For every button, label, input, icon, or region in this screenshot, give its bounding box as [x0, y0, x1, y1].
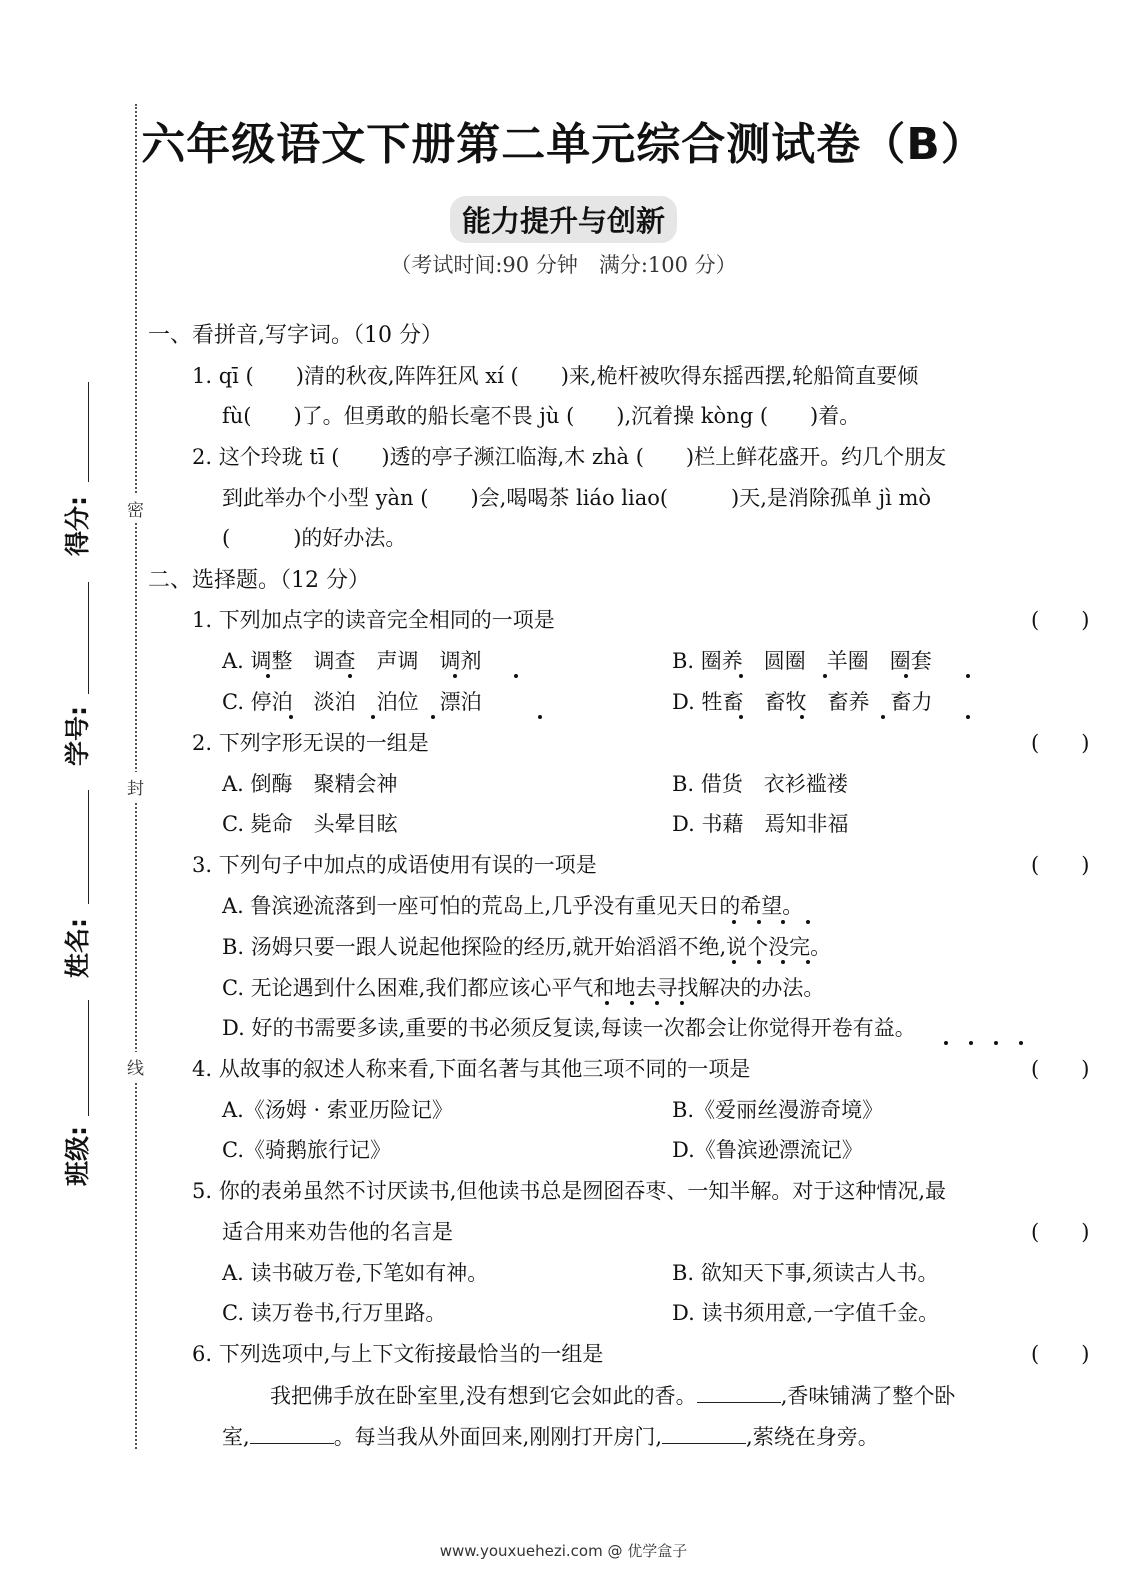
student-id-label: 学号: [63, 706, 92, 766]
emphasis-dot [881, 715, 885, 719]
q2-option-d[interactable]: D. 书藉 焉知非福 [672, 812, 849, 836]
seal-char-mi: 密 [127, 494, 144, 523]
subtitle-wrap [0, 196, 1127, 243]
emphasis-dot [994, 1041, 998, 1045]
q5-option-a[interactable]: A. 读书破万卷,下笔如有神。 [222, 1261, 489, 1285]
emphasis-dot [800, 715, 804, 719]
q5-stem-line-2: 适合用来劝告他的名言是 [222, 1220, 453, 1244]
q1-answer-paren[interactable]: ( ) [1031, 608, 1090, 632]
q6-stem: 6. 下列选项中,与上下文衔接最恰当的一组是 [192, 1342, 604, 1366]
emphasis-dot [1019, 1041, 1023, 1045]
class-label: 班级: [63, 1126, 92, 1186]
q1-option-d[interactable]: D. 牲畜 畜牧 畜养 畜力 [672, 690, 933, 714]
emphasis-dot [289, 715, 293, 719]
emphasis-dot [605, 1001, 609, 1005]
s1-line-4: 到此举办个小型 yàn ( )会,喝喝茶 liáo liao( )天,是消除孤单 jì mò [222, 486, 932, 510]
q2-option-a[interactable]: A. 倒酶 聚精会神 [222, 772, 398, 796]
q5-stem-line-1: 5. 你的表弟虽然不讨厌读书,但他读书总是囫囵吞枣、一知半解。对于这种情况,最 [192, 1179, 947, 1203]
s1-line-3: 2. 这个玲珑 tī ( )透的亭子濒江临海,木 zhà ( )栏上鲜花盛开。约几个朋友 [192, 445, 947, 469]
emphasis-dot [732, 920, 736, 924]
page-title: 六年级语文下册第二单元综合测试卷（B） [141, 119, 986, 170]
q3-answer-paren[interactable]: ( ) [1031, 853, 1090, 877]
q2-option-c[interactable]: C. 毙命 头晕目眩 [222, 812, 398, 836]
q4-option-b[interactable]: B.《爱丽丝漫游奇境》 [672, 1098, 884, 1122]
emphasis-dot [904, 674, 908, 678]
q6-passage-text-2c: ,萦绕在身旁。 [746, 1425, 879, 1449]
q5-answer-paren[interactable]: ( ) [1031, 1220, 1090, 1244]
emphasis-dot [266, 674, 270, 678]
emphasis-dot [348, 674, 352, 678]
emphasis-dot [739, 715, 743, 719]
q4-option-d[interactable]: D.《鲁滨逊漂流记》 [672, 1138, 863, 1162]
q6-blank-2[interactable] [250, 1425, 334, 1444]
footer-watermark: www.youxuehezi.com @ 优学盒子 [439, 1542, 688, 1560]
class-blank-line[interactable] [88, 1000, 89, 1116]
q6-passage-text-1b: ,香味铺满了整个卧 [780, 1384, 956, 1408]
s1-line-1: 1. qī ( )清的秋夜,阵阵狂风 xí ( )来,桅杆被吹得东摇西摆,轮船简直要倾 [192, 364, 919, 388]
student-id-blank-line[interactable] [88, 582, 89, 694]
q1-option-b[interactable]: B. 圈养 圆圈 羊圈 圈套 [672, 649, 932, 673]
q5-option-b[interactable]: B. 欲知天下事,须读古人书。 [672, 1261, 939, 1285]
name-blank-line[interactable] [88, 790, 89, 904]
emphasis-dot [781, 920, 785, 924]
q1-stem: 1. 下列加点字的读音完全相同的一项是 [192, 608, 555, 632]
q4-option-c[interactable]: C.《骑鹅旅行记》 [222, 1138, 391, 1162]
q2-stem: 2. 下列字形无误的一组是 [192, 731, 429, 755]
q6-passage-line-2 [222, 1421, 879, 1451]
name-label: 姓名: [63, 918, 92, 978]
emphasis-dot [806, 920, 810, 924]
q6-blank-3[interactable] [662, 1425, 746, 1444]
score-label: 得分: [63, 496, 92, 556]
q1-option-a[interactable]: A. 调整 调查 声调 调剂 [222, 649, 482, 673]
q3-option-a[interactable]: A. 鲁滨逊流落到一座可怕的荒岛上,几乎没有重见天日的希望。 [222, 894, 804, 918]
emphasis-dot [966, 715, 970, 719]
emphasis-dot [757, 960, 761, 964]
q4-option-a[interactable]: A.《汤姆 · 索亚历险记》 [222, 1098, 453, 1122]
emphasis-dot [538, 715, 542, 719]
q1-option-c[interactable]: C. 停泊 淡泊 泊位 漂泊 [222, 690, 482, 714]
q3-stem: 3. 下列句子中加点的成语使用有误的一项是 [192, 853, 597, 877]
q4-stem: 4. 从故事的叙述人称来看,下面名著与其他三项不同的一项是 [192, 1057, 751, 1081]
emphasis-dot [944, 1041, 948, 1045]
s1-line-5: ( )的好办法。 [222, 526, 407, 550]
q6-passage-text-2b: 。每当我从外面回来,刚刚打开房门, [333, 1425, 663, 1449]
q4-answer-paren[interactable]: ( ) [1031, 1057, 1090, 1081]
emphasis-dot [680, 1001, 684, 1005]
q6-passage-text-1a: 我把佛手放在卧室里,没有想到它会如此的香。 [270, 1384, 697, 1408]
section1-heading: 一、看拼音,写字词。（10 分） [148, 323, 443, 348]
q5-option-c[interactable]: C. 读万卷书,行万里路。 [222, 1301, 447, 1325]
emphasis-dot [371, 715, 375, 719]
emphasis-dot [655, 1001, 659, 1005]
q2-answer-paren[interactable]: ( ) [1031, 731, 1090, 755]
emphasis-dot [739, 674, 743, 678]
emphasis-dot [969, 1041, 973, 1045]
emphasis-dot [806, 960, 810, 964]
seal-char-feng: 封 [127, 772, 144, 801]
q6-blank-1[interactable] [697, 1384, 781, 1403]
emphasis-dot [823, 674, 827, 678]
exam-info: （考试时间:90 分钟 满分:100 分） [390, 253, 737, 277]
s1-line-2: fù( )了。但勇敢的船长毫不畏 jù ( ),沉着操 kòng ( )着。 [222, 404, 861, 428]
score-blank-line[interactable] [88, 382, 89, 482]
emphasis-dot [757, 920, 761, 924]
emphasis-dot [514, 674, 518, 678]
subtitle-badge: 能力提升与创新 [450, 196, 677, 243]
q3-option-d[interactable]: D. 好的书需要多读,重要的书必须反复读,每读一次都会让你觉得开卷有益。 [222, 1016, 916, 1040]
emphasis-dot [732, 960, 736, 964]
emphasis-dot [966, 674, 970, 678]
q6-passage-line-1 [270, 1380, 955, 1410]
q2-option-b[interactable]: B. 借货 衣衫褴褛 [672, 772, 848, 796]
q6-answer-paren[interactable]: ( ) [1031, 1342, 1090, 1366]
q6-passage-text-2a: 室, [222, 1425, 250, 1449]
emphasis-dot [431, 715, 435, 719]
q5-option-d[interactable]: D. 读书须用意,一字值千金。 [672, 1301, 940, 1325]
q3-option-b[interactable]: B. 汤姆只要一跟人说起他探险的经历,就开始滔滔不绝,说个没完。 [222, 935, 832, 959]
emphasis-dot [630, 1001, 634, 1005]
q3-option-c[interactable]: C. 无论遇到什么困难,我们都应该心平气和地去寻找解决的办法。 [222, 976, 825, 1000]
emphasis-dot [453, 674, 457, 678]
section2-heading: 二、选择题。（12 分） [148, 568, 370, 593]
emphasis-dot [781, 960, 785, 964]
seal-char-xian: 线 [127, 1052, 144, 1081]
